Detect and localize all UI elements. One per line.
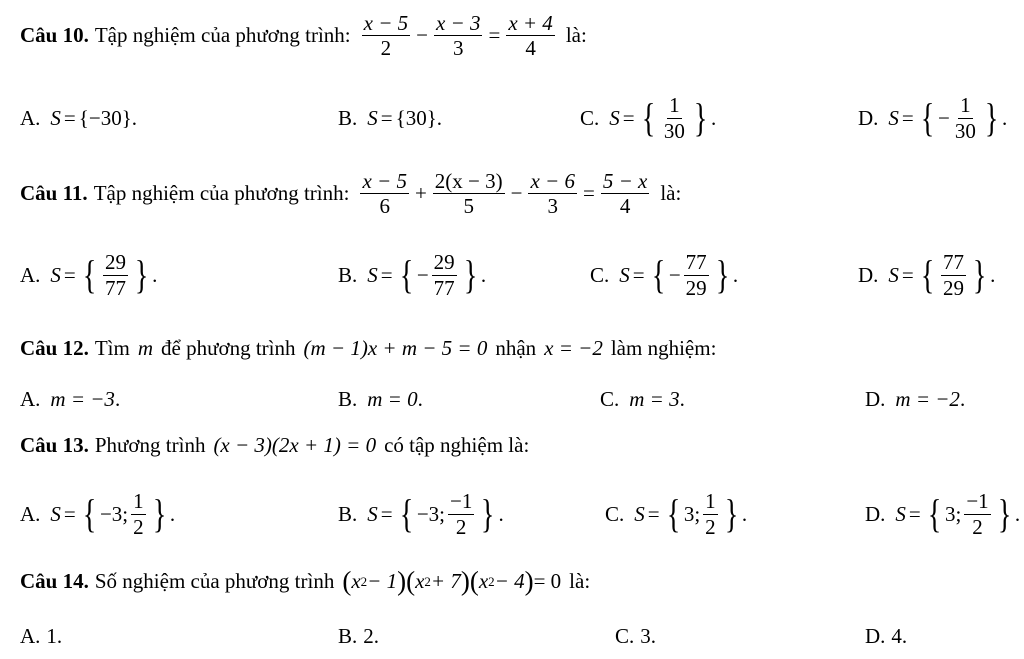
- question-text: Tập nghiệm của phương trình:: [93, 181, 350, 206]
- equation: ( x 2 − 1 ) ( x 2 + 7 ) ( x 2 − 4 ) = 0: [342, 566, 562, 596]
- question-13: Câu 13. Phương trình (x − 3)(2x + 1) = 0 có tập nghiệm là:: [20, 433, 530, 457]
- option-a[interactable]: A. m = −3 .: [20, 386, 121, 411]
- options-13: [20, 484, 1024, 544]
- question-tail: là:: [660, 181, 682, 206]
- equation: $\frac{x - 5}{6}$ + $\frac{2(x - 3)}{5}$ − $\frac{x - 6}{3}$ = $\frac{5 - x}{4}$: [362, 169, 648, 219]
- option-b[interactable]: B. S = { −3; $\frac{-1}{2}$ } .: [338, 489, 504, 539]
- option-d[interactable]: D. S = { 3; $\frac{-1}{2}$ } .: [865, 489, 1021, 539]
- options-12: [20, 371, 1024, 427]
- question-tail: là:: [569, 569, 591, 593]
- option-a[interactable]: A. 1.: [20, 623, 63, 648]
- equation: (m − 1)x + m − 5 = 0: [303, 336, 488, 360]
- question-number: Câu 12.: [20, 336, 89, 360]
- question-tail: có tập nghiệm là:: [384, 433, 530, 457]
- option-c[interactable]: C. S = { − $\frac{77}{29}$ } .: [590, 250, 739, 300]
- option-a[interactable]: A. S = { −30 } .: [20, 105, 138, 130]
- option-d[interactable]: D. 4.: [865, 623, 908, 648]
- question-11: [20, 170, 1014, 217]
- equation: (x − 3)(2x + 1) = 0: [213, 433, 377, 457]
- question-text: Tập nghiệm của phương trình:: [94, 23, 351, 48]
- question-12: Câu 12. Tìm m để phương trình (m − 1)x + m − 5 = 0 nhận x = −2 làm nghiệm:: [20, 336, 717, 360]
- option-c[interactable]: C. m = 3 .: [600, 386, 685, 411]
- question-number: Câu 11.: [20, 181, 88, 206]
- option-c[interactable]: C. S = { 3; $\frac{1}{2}$ } .: [605, 489, 748, 539]
- question-tail: làm nghiệm:: [610, 336, 717, 360]
- question-number: Câu 14.: [20, 569, 89, 593]
- option-d[interactable]: D. S = { − $\frac{1}{30}$ } .: [858, 93, 1008, 143]
- option-b[interactable]: B. m = 0 .: [338, 386, 423, 411]
- option-b[interactable]: B. S = { − $\frac{29}{77}$ } .: [338, 250, 487, 300]
- equation: $\frac{x - 5}{2}$ − $\frac{x - 3}{3}$ = $\frac{x + 4}{4}$: [363, 11, 553, 61]
- option-b[interactable]: B. 2.: [338, 623, 380, 648]
- question-10: [20, 12, 1014, 59]
- option-a[interactable]: A. S = { $\frac{29}{77}$ } .: [20, 250, 158, 300]
- option-a[interactable]: A. S = { −3; $\frac{1}{2}$ } .: [20, 489, 176, 539]
- option-d[interactable]: D. S = { $\frac{77}{29}$ } .: [858, 250, 996, 300]
- options-14: [20, 614, 1024, 658]
- question-14: Câu 14. Số nghiệm của phương trình ( x 2 − 1 ) ( x 2 + 7 ) ( x 2 − 4 ) = 0 là:: [20, 566, 591, 596]
- option-c[interactable]: C. S = { $\frac{1}{30}$ } .: [580, 93, 717, 143]
- question-number: Câu 13.: [20, 433, 89, 457]
- option-d[interactable]: D. m = −2 .: [865, 386, 966, 411]
- question-tail: là:: [565, 23, 587, 48]
- option-c[interactable]: C. 3.: [615, 623, 657, 648]
- option-b[interactable]: B. S = { 30 } .: [338, 105, 443, 130]
- options-10: [20, 88, 1024, 148]
- options-11: [20, 245, 1024, 305]
- question-number: Câu 10.: [20, 23, 89, 48]
